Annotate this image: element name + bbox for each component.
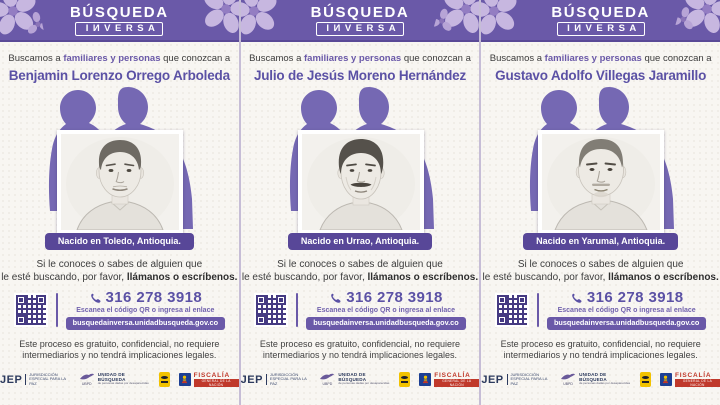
jep-logo bbox=[0, 373, 70, 387]
legal-line2: intermediarios y no tendrá implicaciones legales. bbox=[503, 350, 698, 360]
plea-line1: Si le conoces o sabes de alguien que bbox=[36, 259, 203, 270]
fiscalia-icon bbox=[660, 373, 672, 386]
flower-decoration-icon bbox=[0, 0, 44, 42]
ubpd-caption-line2: de personas dadas por desaparecidas bbox=[579, 381, 631, 386]
ubpd-acronym: UBPD bbox=[81, 381, 92, 386]
qr-instruction: Escanea el código QR o ingresa al enlace bbox=[316, 307, 456, 314]
partner-logos bbox=[481, 369, 720, 391]
brand-inversa: IИVERSA bbox=[316, 22, 404, 36]
missing-person-name: Gustavo Adolfo Villegas Jaramillo bbox=[495, 68, 707, 83]
jep-divider bbox=[266, 374, 267, 385]
portrait-figure bbox=[481, 87, 720, 237]
flower-decoration-icon bbox=[481, 0, 525, 42]
jep-divider bbox=[25, 374, 26, 385]
legal-line1: Este proceso es gratuito, confidencial, no requiere bbox=[259, 338, 461, 349]
legal-text bbox=[501, 339, 701, 362]
contact-plea bbox=[1, 258, 237, 284]
contact-divider bbox=[296, 293, 298, 327]
phone-row bbox=[570, 290, 684, 306]
truth-commission-logo bbox=[159, 372, 170, 387]
portrait-photo-frame bbox=[538, 130, 664, 234]
portrait-sketch bbox=[61, 134, 179, 230]
plea-line1: Si le conoces o sabes de alguien que bbox=[277, 259, 443, 270]
portrait-photo-frame bbox=[57, 130, 183, 234]
jep-caption-line2: ESPECIAL PARA LA PAZ bbox=[510, 376, 548, 386]
qr-code bbox=[14, 293, 48, 327]
legal-line1: Este proceso es gratuito, confidencial, no requiere bbox=[500, 338, 701, 349]
busqueda-inversa-logo bbox=[311, 5, 410, 36]
truth-commission-icon bbox=[159, 372, 170, 387]
missing-person-name: Julio de Jesús Moreno Hernández bbox=[253, 68, 467, 83]
brand-inversa: IИVERSA bbox=[75, 22, 163, 36]
fiscalia-logo bbox=[419, 372, 479, 388]
flower-decoration-icon bbox=[241, 0, 285, 42]
contact-plea bbox=[483, 258, 719, 284]
portrait-photo-frame bbox=[298, 130, 424, 234]
jep-logo bbox=[481, 373, 551, 387]
ubpd-caption-line2: de personas dadas por desaparecidas bbox=[338, 381, 390, 386]
fiscalia-logo bbox=[179, 372, 239, 388]
intro-prefix: Buscamos a bbox=[489, 53, 543, 64]
jep-caption-line2: ESPECIAL PARA LA PAZ bbox=[269, 376, 307, 386]
contact-block bbox=[14, 290, 225, 330]
contact-column bbox=[66, 290, 225, 330]
flower-decoration-icon bbox=[193, 0, 238, 41]
phone-icon bbox=[329, 292, 342, 305]
jep-caption-line2: ESPECIAL PARA LA PAZ bbox=[29, 376, 66, 386]
ubpd-caption bbox=[98, 373, 150, 386]
ubpd-bird-icon bbox=[319, 373, 335, 386]
fiscalia-wordmark bbox=[675, 372, 720, 388]
phone-number: 316 278 3918 bbox=[586, 289, 684, 306]
birthplace-banner: Nacido en Yarumal, Antioquia. bbox=[523, 233, 678, 250]
qr-instruction: Escanea el código QR o ingresa al enlace bbox=[76, 307, 215, 314]
intro-line bbox=[249, 53, 471, 64]
contact-divider bbox=[56, 293, 58, 327]
jep-caption-line1: JURISDICCIÓN bbox=[510, 371, 539, 377]
intro-line bbox=[490, 53, 712, 64]
ubpd-bird-icon bbox=[560, 373, 576, 386]
poster-gustavo bbox=[481, 0, 720, 405]
partner-logos bbox=[241, 369, 480, 391]
jep-wordmark: JEP bbox=[240, 373, 263, 386]
ubpd-logo bbox=[79, 373, 150, 386]
contact-plea bbox=[242, 258, 478, 284]
legal-line1: Este proceso es gratuito, confidencial, no requiere bbox=[19, 338, 220, 349]
legal-line2: intermediarios y no tendrá implicaciones legales. bbox=[262, 350, 458, 360]
contact-column bbox=[306, 290, 465, 330]
portrait-sketch bbox=[302, 134, 420, 230]
phone-row bbox=[329, 290, 443, 306]
fiscalia-name: FISCALÍA bbox=[434, 371, 471, 379]
legal-text bbox=[19, 339, 219, 362]
fiscalia-logo bbox=[660, 372, 720, 388]
truth-commission-logo bbox=[640, 372, 651, 387]
fiscalia-name: FISCALÍA bbox=[674, 371, 712, 379]
portrait-figure bbox=[241, 87, 480, 237]
jep-caption bbox=[511, 373, 552, 387]
url-pill: busquedainversa.unidadbusqueda.gov.co bbox=[66, 317, 225, 330]
missing-person-name: Benjamin Lorenzo Orrego Arboleda bbox=[8, 68, 230, 83]
intro-suffix: que conozcan a bbox=[644, 53, 712, 64]
intro-bold: familiares y personas bbox=[304, 53, 402, 64]
plea-line2-bold: llámanos o escríbenos. bbox=[608, 272, 719, 283]
intro-suffix: que conozcan a bbox=[403, 53, 471, 64]
plea-line2-bold: llámanos o escríbenos. bbox=[126, 272, 238, 283]
brand-busqueda: BÚSQUEDA bbox=[551, 3, 650, 21]
fiscalia-icon bbox=[419, 373, 431, 386]
truth-commission-icon bbox=[640, 372, 651, 387]
brand-busqueda: BÚSQUEDA bbox=[70, 3, 169, 21]
jep-divider bbox=[507, 374, 508, 385]
jep-caption bbox=[29, 373, 70, 387]
contact-divider bbox=[537, 293, 539, 327]
plea-line2: le esté buscando, por favor, bbox=[482, 272, 606, 283]
birthplace-banner: Nacido en Toledo, Antioquia. bbox=[45, 233, 194, 250]
ubpd-caption-line1: UNIDAD DE BÚSQUEDA bbox=[97, 371, 126, 382]
jep-caption-line1: JURISDICCIÓN bbox=[269, 371, 299, 377]
qr-instruction: Escanea el código QR o ingresa al enlace bbox=[557, 307, 696, 314]
intro-prefix: Buscamos a bbox=[249, 53, 302, 64]
jep-caption bbox=[270, 373, 311, 387]
busqueda-inversa-logo bbox=[551, 5, 650, 36]
intro-suffix: que conozcan a bbox=[163, 53, 231, 64]
intro-line bbox=[8, 53, 230, 64]
plea-line2: le esté buscando, por favor, bbox=[1, 272, 125, 283]
phone-icon bbox=[89, 292, 102, 305]
ubpd-logo bbox=[560, 373, 631, 386]
fiscalia-wordmark bbox=[434, 372, 479, 388]
fiscalia-wordmark bbox=[194, 372, 239, 388]
birthplace-banner: Nacido en Urrao, Antioquia. bbox=[288, 233, 432, 250]
brand-busqueda: BÚSQUEDA bbox=[310, 3, 410, 21]
poster-benjamin bbox=[0, 0, 239, 405]
phone-number: 316 278 3918 bbox=[105, 289, 203, 306]
legal-text bbox=[260, 339, 460, 362]
poster-header bbox=[0, 0, 239, 42]
legal-line2: intermediarios y no tendrá implicaciones legales. bbox=[22, 350, 217, 360]
truth-commission-logo bbox=[399, 372, 410, 387]
url-pill: busquedainversa.unidadbusqueda.gov.co bbox=[306, 317, 465, 330]
partner-logos bbox=[0, 369, 239, 391]
poster-header bbox=[481, 0, 720, 42]
qr-code bbox=[495, 293, 529, 327]
fiscalia-name: FISCALÍA bbox=[193, 371, 230, 379]
intro-prefix: Buscamos a bbox=[8, 53, 61, 64]
contact-block bbox=[495, 290, 706, 330]
ubpd-logo bbox=[319, 373, 390, 386]
portrait-figure bbox=[0, 87, 239, 237]
phone-number: 316 278 3918 bbox=[346, 289, 443, 306]
plea-line2-bold: llámanos o escríbenos. bbox=[367, 272, 479, 283]
flower-decoration-icon bbox=[675, 0, 720, 41]
ubpd-acronym: UBPD bbox=[322, 381, 333, 386]
ubpd-caption bbox=[579, 373, 631, 386]
contact-column bbox=[547, 290, 706, 330]
plea-line1: Si le conoces o sabes de alguien que bbox=[517, 259, 684, 270]
ubpd-caption-line1: UNIDAD DE BÚSQUEDA bbox=[579, 371, 607, 382]
poster-header bbox=[241, 0, 480, 42]
flower-decoration-icon bbox=[434, 0, 479, 41]
url-pill: busquedainversa.unidadbusqueda.gov.co bbox=[547, 317, 706, 330]
ubpd-bird-icon bbox=[79, 373, 95, 386]
fiscalia-caption: GENERAL DE LA NACIÓN bbox=[675, 379, 720, 388]
jep-wordmark: JEP bbox=[0, 373, 23, 386]
jep-caption-line1: JURISDICCIÓN bbox=[29, 371, 58, 377]
fiscalia-icon bbox=[179, 373, 191, 386]
intro-bold: familiares y personas bbox=[63, 53, 161, 64]
qr-code bbox=[254, 293, 288, 327]
phone-row bbox=[89, 290, 203, 306]
intro-bold: familiares y personas bbox=[544, 53, 642, 64]
jep-wordmark: JEP bbox=[481, 373, 504, 386]
phone-icon bbox=[570, 292, 583, 305]
busqueda-inversa-logo bbox=[70, 5, 169, 36]
truth-commission-icon bbox=[399, 372, 410, 387]
portrait-sketch bbox=[542, 134, 660, 230]
fiscalia-caption: GENERAL DE LA NACIÓN bbox=[194, 379, 239, 388]
poster-julio bbox=[241, 0, 480, 405]
contact-block bbox=[254, 290, 465, 330]
ubpd-caption-line2: de personas dadas por desaparecidas bbox=[97, 381, 149, 386]
ubpd-caption-line1: UNIDAD DE BÚSQUEDA bbox=[338, 371, 367, 382]
ubpd-acronym: UBPD bbox=[563, 381, 573, 386]
fiscalia-caption: GENERAL DE LA NACIÓN bbox=[434, 379, 479, 388]
plea-line2: le esté buscando, por favor, bbox=[241, 272, 365, 283]
ubpd-caption bbox=[338, 373, 390, 386]
brand-inversa: IИVERSA bbox=[557, 22, 645, 36]
jep-logo bbox=[241, 373, 311, 387]
